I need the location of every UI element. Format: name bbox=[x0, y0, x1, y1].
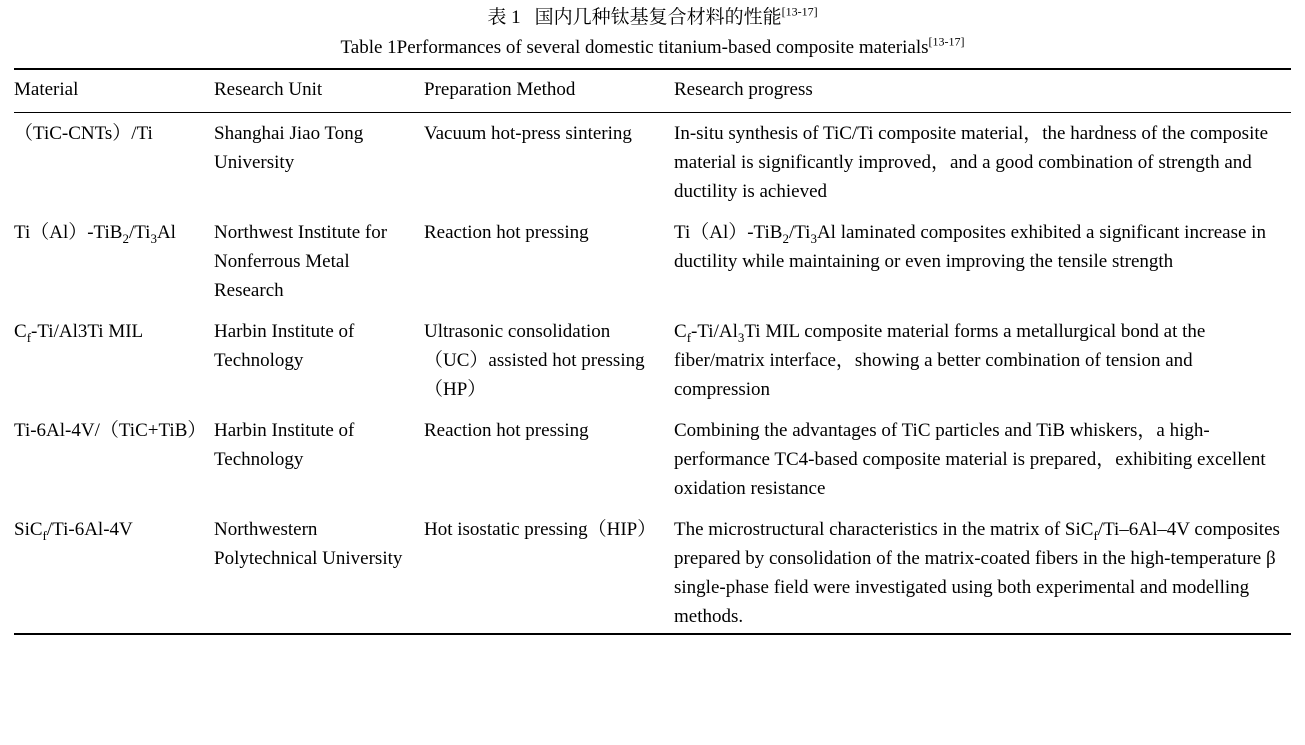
table-header-row bbox=[14, 69, 1291, 113]
caption-en-title: Performances of several domestic titanium-based composite materials bbox=[396, 37, 929, 58]
caption-en-label: Table 1 bbox=[340, 37, 397, 58]
cell-research-unit: Northwestern Polytechnical University bbox=[214, 509, 424, 634]
table-row bbox=[14, 311, 1291, 410]
cell-preparation-method: Vacuum hot-press sintering bbox=[424, 123, 632, 144]
table-body bbox=[14, 113, 1291, 635]
cell-research-progress: $Ti(Al)-TiB_2/Ti_3Al$ laminated composites exhibited a significant increase in ductility while maintaining or even improving the tensile strength bbox=[674, 222, 1266, 272]
cell-research-progress: $C_f-Ti/Al_3Ti$ MIL composite material forms a metallurgical bond at the fiber/matrix interface，showing a better combination of tension and compression bbox=[674, 321, 1206, 400]
cell-material: SiC$_f$/Ti-6Al-4V bbox=[14, 509, 214, 634]
column-header-material: Material bbox=[14, 69, 214, 113]
table-row bbox=[14, 212, 1291, 311]
column-header-preparation-method: Preparation Method bbox=[424, 69, 674, 113]
table-caption-english bbox=[14, 34, 1291, 62]
column-header-research-progress: Research progress bbox=[674, 69, 1291, 113]
caption-en-reference: [13-17] bbox=[928, 34, 965, 49]
cell-research-unit: Harbin Institute of Technology bbox=[214, 321, 355, 371]
cell-research-unit: Northwest Institute for Nonferrous Metal Research bbox=[214, 222, 388, 301]
performance-table bbox=[14, 68, 1291, 635]
cell-preparation-method: Ultrasonic consolidation（UC）assisted hot pressing（HP） bbox=[424, 321, 645, 400]
caption-cn-reference: [13-17] bbox=[781, 4, 818, 19]
table-row bbox=[14, 509, 1291, 634]
cell-research-unit: Harbin Institute of Technology bbox=[214, 420, 355, 470]
cell-research-progress: Combining the advantages of TiC particles and TiB whiskers，a high-performance TC4-based composite material is prepared，exhibiting excellent oxidation resistance bbox=[674, 420, 1266, 499]
cell-material: $Ti(Al)-TiB_2/Ti_3Al$ bbox=[14, 222, 176, 246]
cell-research-unit: Shanghai Jiao Tong University bbox=[214, 123, 364, 173]
cell-material: （TiC-CNTs）/Ti bbox=[14, 123, 153, 144]
caption-cn-label: 表 1 bbox=[487, 7, 521, 28]
cell-research-progress: In-situ synthesis of TiC/Ti composite material，the hardness of the composite material is significantly improved，and a good combination of strength and ductility is achieved bbox=[674, 123, 1269, 202]
table-header bbox=[14, 69, 1291, 113]
table-caption-chinese bbox=[14, 4, 1291, 32]
column-header-research-unit: Research Unit bbox=[214, 69, 424, 113]
table-row bbox=[14, 410, 1291, 509]
table-page bbox=[0, 4, 1305, 745]
caption-cn-title: 国内几种钛基复合材料的性能 bbox=[534, 7, 782, 28]
cell-material: $C_f-Ti/Al3Ti$ MIL bbox=[14, 321, 144, 345]
cell-research-progress: The microstructural characteristics in the matrix of SiC$_f$/Ti–6Al–4V composites prepared by consolidation of the matrix-coated fibers in the high-temperature β single-phase field were investigated using both experimental and modelling methods. bbox=[674, 509, 1291, 634]
cell-material: Ti-6Al-4V/（TiC+TiB） bbox=[14, 420, 207, 441]
cell-preparation-method: Reaction hot pressing bbox=[424, 420, 589, 441]
table-row bbox=[14, 113, 1291, 213]
cell-preparation-method: Hot isostatic pressing（HIP） bbox=[424, 509, 674, 634]
cell-preparation-method: Reaction hot pressing bbox=[424, 222, 589, 243]
